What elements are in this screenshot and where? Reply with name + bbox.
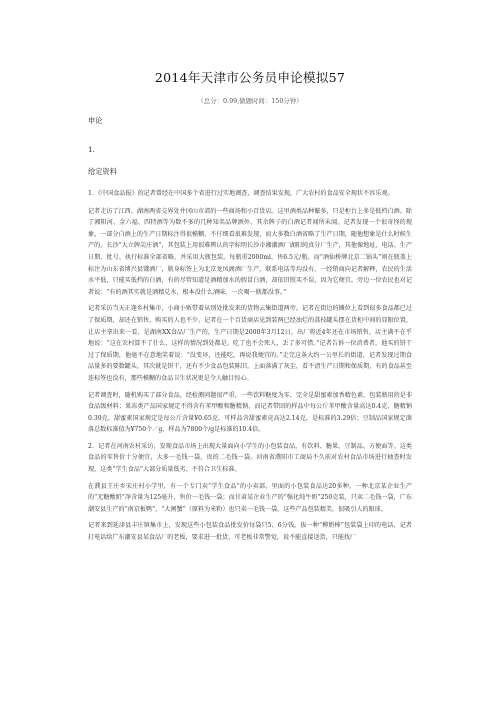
document-body: [88, 112, 412, 544]
paragraph: 记者采访当天正逢乡村集市，小商小贩带着从别处批发来的货物云集街道两旁。记者在街边的摊位上看到很多食品都已过了保质期，却还在销售，购买的人也不少。记者在一个百货商店见到装两已经浊烂的荔枝罐头摆在货柜中间的显眼位置，让店主拿出来一看，是湖南XX食品厂生产的，生产日期是2000年3月12日，出厂将近4年还在市场销售，店主满不在乎地说：“这在农村算不了什么，这样的情况到处都是。吃了也不会死人，丢了多可惜。”记者告诉一位消费者，他买的饼干过了保质期，他毫不在意地笑着说：“没变坏，还能吃，再说我便宜的。”走完这条大约一公里长的街道，记者发现过期食品量多的要数罐头，其次就是饼干，还有不少食品包装陈旧，上面落满了灰尘，看不清生产日期和保质期，有的食品甚至连标签也没有，那些模糊的食品卫生状况更是令人触目惊心。: [88, 305, 412, 382]
given-material-label: 给定资料: [88, 167, 117, 176]
exam-meta: （总分：0.99,做题时间：150分钟）: [197, 97, 303, 105]
paragraph: 记者走访了江西、湖南两省交界处井冈山市郊的一些商场和小百货店。这里酒类品种繁多，只是柜台上多是低档白酒。除了湘阳河、金六福、四特酒等为数不多的几种知名品牌酒外，其余牌子的白酒记者闻所未闻。记者发现一个很奇怪的现象，一部分白酒上的生产日期标注得很模糊，不仔细看很难发现，而大多数白酒省略了生产日期，随他想象是什么时候生产的。长沙“大立牌尖庄酒”，其包装上用很难辨认的字标明长沙市湘潮酒厂湖阳纯真分厂生产，其他像地址、电话、生产日期、批号、执行标准全部省略，并采用大瓶包装，每瓶重2000ml，售6.5元/瓶。而“酒仙桥牌北京二锅头”则在瓶盖上标注为山东省博兴县饿酒厂，瓶身标签上为北京龙凤阁酒厂生产，联系电话等均没有。一经销商向记者解释，农民的生活水平低，只能买低档的白酒，有的尽管知道是酒精加水的假冒白酒，却依旧照买不误，因为它便宜。旁边一位农民也对记者说：“有的酒其实就是酒精兑水，根本没什么酒味，一次喝一瓶都没事。”: [88, 207, 412, 296]
paragraph: 记者来到延津县丰庄镇集市上，发现这些小包装食品批发价每袋只5、6分钱。拔一种“柳奶棒”包装袋上印的电话，记者打电话给广东潮安县某食品厂的老板，要求进一批货，可老板非常警觉，说不能直接送货，只能找厂: [88, 522, 412, 542]
paragraph: 2．记者在河南农村采访，发现食品市场上出现大量面向小学生的小包装食品，有饮料、糖果、豆制品、方便面等。这类食品的零售价十分便宜，大多一毛钱一袋，贵的二毛钱一袋。河南省濮阳市工商局不久前对农村食品市场进行抽查时发现，这类“学生食品”大部分质量低劣、不符合卫生标准。: [88, 442, 412, 474]
paragraph: 在濮县王庄乡宋庄村小学里，有一个专门卖“学生食品”的小卖部，里面的小包装食品达20多种。一种北京某企业生产的“无糖酸奶”净含量为125毫升，售价一毛钱一袋；而甘肃某企业生产的“强化纯牛奶”250克装，只卖二毛钱一袋，广东潮安县生产的“南京板鸭”、“大闸蟹”（原料为米粉）也只卖一毛钱一袋。这些产品包装精美，很吸引人的眼球。: [88, 482, 412, 513]
paragraph: 1．《中国食品报》的记者曾经在中国多个省进行过实地调查，调查结果发现，广大农村的食品安全现状不容乐观。: [88, 190, 394, 197]
document-title: 2014年天津市公务员申论模拟57: [154, 70, 346, 85]
section-label: 申论: [88, 116, 103, 125]
paragraph: 记者调查时，随机购买了部分食品，经检测问题很严重，一些饮料糖度为零，完全是甜蜜素加香精色素，包装瓶用的是非食品级材料；果冻类产品国家规定不得含有苯甲酸和糖精钠，而记者带回的样品中每公斤苯甲酸含量高达0.4克、糖精钠0.39克，甜蜜素国家规定是每公斤含量¥0.65克，可样品含甜蜜素竟高达2.14克，是标准的3.29倍；豆制品国家规定菌落总数标准值为¥750个／g，样品为7800个/g是标准的10.4倍。: [88, 391, 412, 434]
question-number: 1.: [88, 145, 95, 154]
